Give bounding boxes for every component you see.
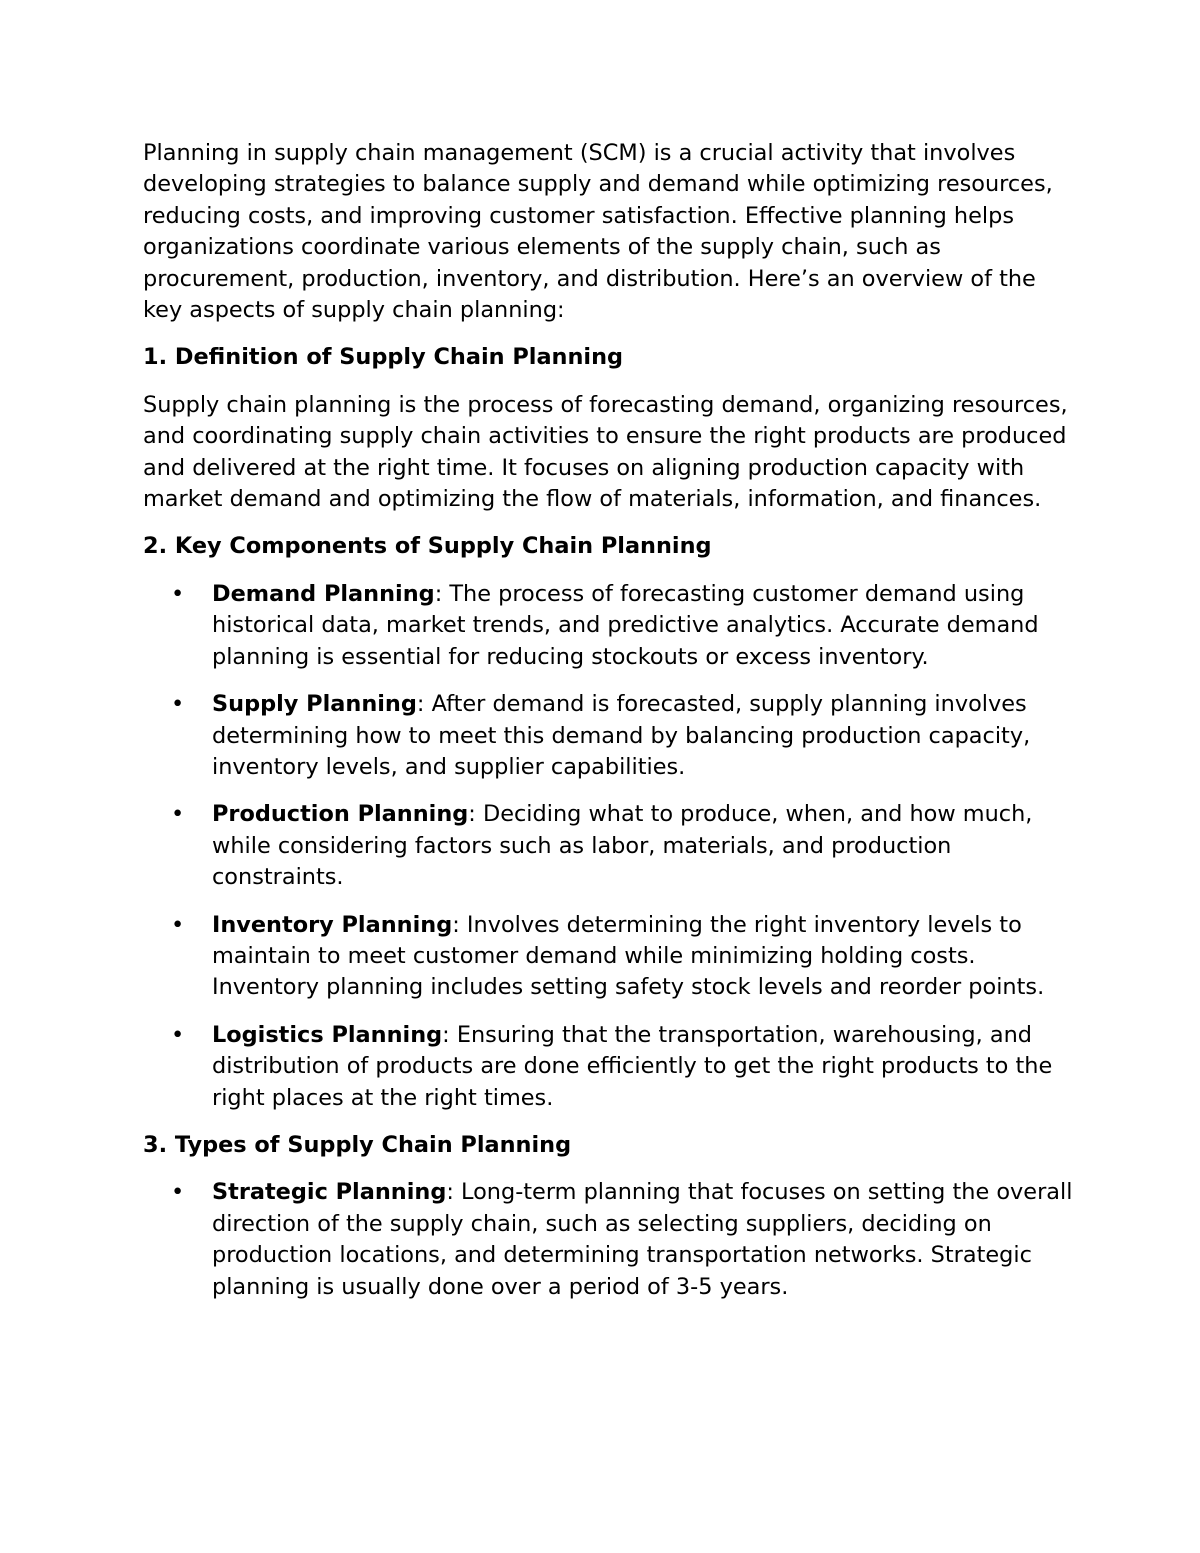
list-item-term: Logistics Planning — [212, 1021, 443, 1048]
list-item-term: Supply Planning — [212, 691, 417, 718]
section-2-heading: 2. Key Components of Supply Chain Planning — [143, 533, 712, 560]
list-item-text: : Involves determining the right inventory levels to maintain to meet customer demand while minimizing holding costs. Inventory planning includes setting safety stock levels and reorder points. — [212, 911, 1045, 1001]
list-item-production-planning — [143, 799, 1073, 893]
list-item-term: Demand Planning — [212, 580, 435, 607]
list-item-inventory-planning — [143, 910, 1073, 1004]
section-1-heading: 1. Definition of Supply Chain Planning — [143, 344, 624, 371]
bullet-icon: • — [171, 691, 185, 718]
list-item-text: : Deciding what to produce, when, and how much, while considering factors such as labor, materials, and production constraints. — [212, 801, 1033, 891]
section-3-heading: 3. Types of Supply Chain Planning — [143, 1131, 572, 1158]
list-item-term: Inventory Planning — [212, 911, 453, 938]
section-1-paragraph: Supply chain planning is the process of forecasting demand, organizing resources, and coordinating supply chain activities to ensure the right products are produced and delivered at the right time. It focuses on aligning production capacity with market demand and optimizing the flow of materials, information, and finances. — [143, 391, 1068, 513]
planning-types-list — [143, 1177, 1073, 1303]
intro-paragraph: Planning in supply chain management (SCM) is a crucial activity that involves developing strategies to balance supply and demand while optimizing resources, reducing costs, and improving customer satisfaction. Effective planning helps organizations coordinate various elements of the supply chain, such as procurement, production, inventory, and distribution. Here’s an overview of the key aspects of supply chain planning: — [143, 140, 1053, 324]
list-item-text: : Long-term planning that focuses on setting the overall direction of the supply chain, such as selecting suppliers, deciding on production locations, and determining transportation networks. Strategic planning is usually done over a period of 3-5 years. — [212, 1179, 1073, 1300]
bullet-icon: • — [171, 911, 185, 938]
bullet-icon: • — [171, 580, 185, 607]
list-item-supply-planning — [143, 689, 1073, 783]
bullet-icon: • — [171, 1179, 185, 1206]
list-item-text: : Ensuring that the transportation, warehousing, and distribution of products are done efficiently to get the right products to the right places at the right times. — [212, 1021, 1053, 1111]
bullet-icon: • — [171, 1021, 185, 1048]
list-item-logistics-planning — [143, 1020, 1073, 1114]
list-item-term: Production Planning — [212, 801, 469, 828]
list-item-strategic-planning — [143, 1177, 1073, 1303]
bullet-icon: • — [171, 801, 185, 828]
document-page — [143, 138, 1073, 1319]
list-item-term: Strategic Planning — [212, 1179, 447, 1206]
key-components-list — [143, 579, 1073, 1114]
list-item-text: : The process of forecasting customer demand using historical data, market trends, and predictive analytics. Accurate demand planning is essential for reducing stockouts or excess inventory. — [212, 580, 1039, 670]
list-item-text: : After demand is forecasted, supply planning involves determining how to meet this demand by balancing production capacity, inventory levels, and supplier capabilities. — [212, 691, 1031, 780]
list-item-demand-planning — [143, 579, 1073, 673]
